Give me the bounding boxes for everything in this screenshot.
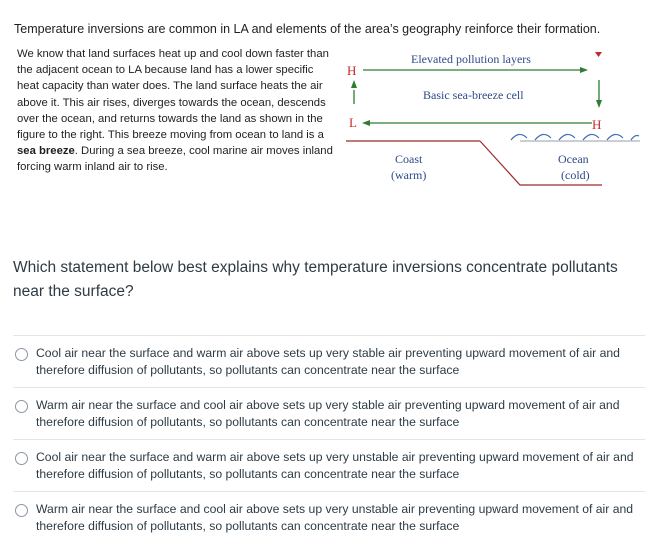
intro-text-part1: We know that land surfaces heat up and cool down faster than the adjacent ocean to LA because land has a lower specific heat capacity than water does. The land surface heats the air above it. This air rises, diverges towards the ocean, descends over the ocean, and returns towards the land as shown in the figure to the right. This breeze moving from ocean to land is a xyxy=(17,48,329,142)
question-text: Which statement below best explains why temperature inversions concentrate pollutants near the surface? xyxy=(13,259,618,300)
answer-text: Cool air near the surface and warm air above sets up very unstable air preventing upward movement of air and therefore diffusion of pollutants, so pollutants can concentrate near the surface xyxy=(36,450,634,481)
ocean-waves xyxy=(511,134,639,140)
radio-button[interactable] xyxy=(15,504,28,517)
coast-label: Coast xyxy=(395,152,423,166)
rising-arrowhead xyxy=(351,80,357,88)
sea-breeze-figure xyxy=(340,42,640,192)
answer-list xyxy=(13,335,645,543)
low-left-label: L xyxy=(349,115,357,130)
elevated-arrowhead xyxy=(580,67,588,73)
radio-button[interactable] xyxy=(15,348,28,361)
intro-title: Temperature inversions are common in LA and elements of the area’s geography reinforce their formation. xyxy=(14,22,601,36)
answer-option[interactable] xyxy=(13,491,645,543)
answer-option[interactable] xyxy=(13,439,645,491)
return-arrowhead xyxy=(362,120,370,126)
elevated-label: Elevated pollution layers xyxy=(411,52,531,66)
intro-paragraph xyxy=(17,46,337,176)
cell-label: Basic sea-breeze cell xyxy=(423,88,524,102)
answer-text: Warm air near the surface and cool air above sets up very unstable air preventing upward movement of air and therefore diffusion of pollutants, so pollutants can concentrate near the surface xyxy=(36,502,634,533)
high-left-label: H xyxy=(347,63,357,78)
descending-triangle xyxy=(595,52,602,57)
radio-button[interactable] xyxy=(15,452,28,465)
answer-option[interactable] xyxy=(13,335,645,387)
sea-breeze-term: sea breeze xyxy=(17,145,75,158)
ocean-label: Ocean xyxy=(558,152,589,166)
ocean-sub-label: (cold) xyxy=(561,168,590,182)
answer-option[interactable] xyxy=(13,387,645,439)
answer-text: Cool air near the surface and warm air above sets up very stable air preventing upward movement of air and therefore diffusion of pollutants, so pollutants can concentrate near the surface xyxy=(36,346,620,377)
high-right-label: H xyxy=(592,117,602,132)
intro-text-part2: . During a sea breeze, cool marine air moves inland forcing warm inland air to rise. xyxy=(17,145,333,174)
radio-button[interactable] xyxy=(15,400,28,413)
answer-text: Warm air near the surface and cool air above sets up very stable air preventing upward movement of air and therefore diffusion of pollutants, so pollutants can concentrate near the surface xyxy=(36,398,620,429)
coast-sub-label: (warm) xyxy=(391,168,427,182)
descending-arrowhead xyxy=(596,100,602,108)
